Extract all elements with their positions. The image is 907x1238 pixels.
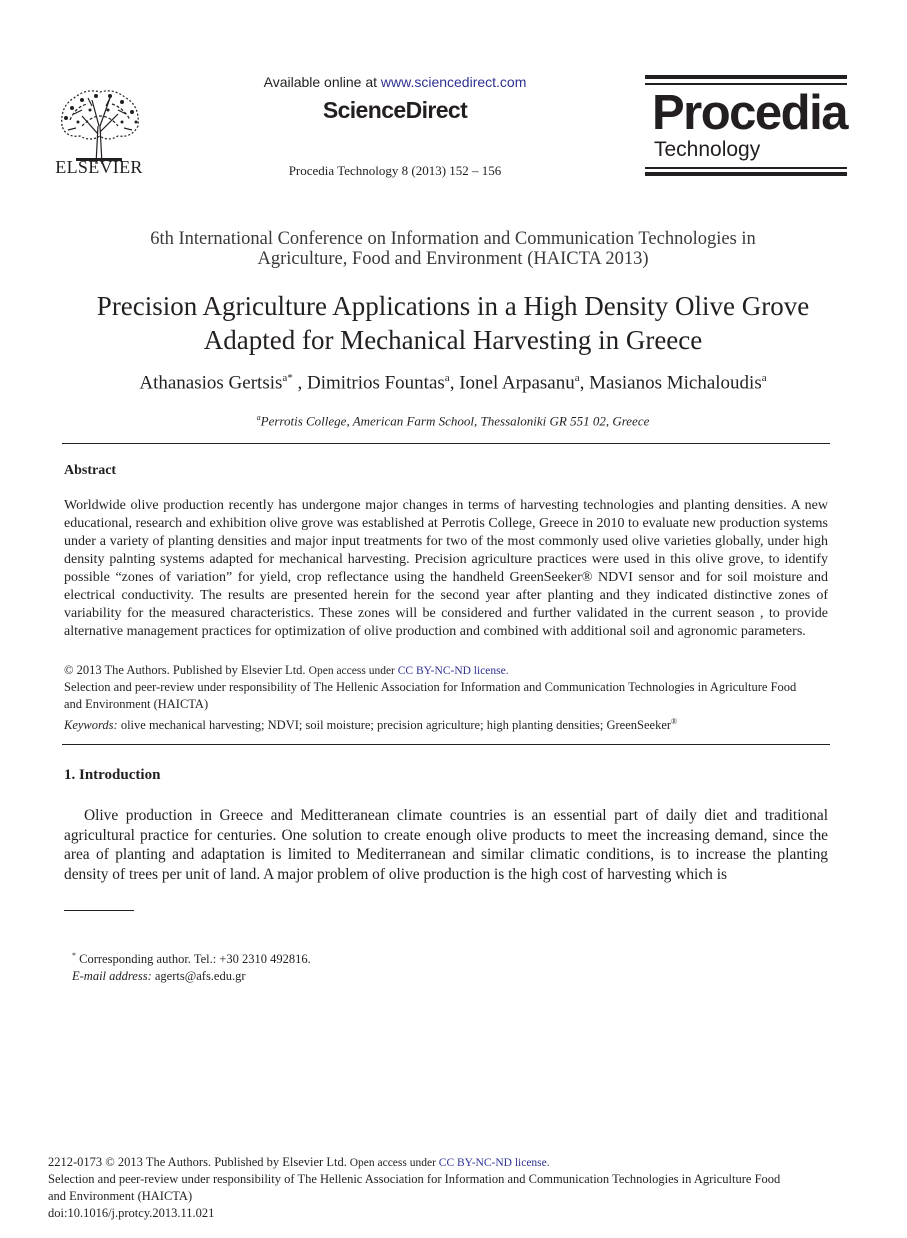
footer-copyright-line	[48, 1154, 808, 1172]
affiliation-mark: a	[256, 413, 261, 422]
author-name: Ionel Arpasanu	[459, 372, 575, 394]
author-list	[40, 372, 866, 394]
affiliation	[60, 413, 846, 429]
author-affiliation-mark: a	[444, 372, 450, 384]
keywords-label: Keywords:	[64, 718, 118, 733]
platform-name: ScienceDirect	[322, 97, 468, 123]
journal-reference: Procedia Technology 8 (2013) 152 – 156	[288, 163, 502, 178]
section-heading-introduction: 1. Introduction	[64, 767, 161, 783]
journal-logo-subtitle: Technology	[654, 138, 761, 161]
logo-rule-bottom-thin	[645, 167, 847, 169]
available-online-prefix: Available online at	[263, 74, 381, 90]
available-online-line	[200, 74, 590, 90]
author-name: Dimitrios Fountas	[307, 372, 445, 394]
email-footnote	[72, 969, 246, 984]
footer-peer-review: Selection and peer-review under responsibility of The Hellenic Association for Information and Communication Technologies in Agriculture Food and Environment (HAICTA)	[48, 1172, 781, 1203]
footnote-rule	[64, 910, 134, 911]
author-separator: ,	[449, 372, 460, 394]
conference-line-1: 6th International Conference on Information and Communication Technologies in	[150, 229, 756, 249]
abstract-text: Worldwide olive production recently has undergone major changes in terms of harvesting technologies and planting densities. A new educational, research and exhibition olive grove was established at Perrotis College, Greece in 2010 to evaluate new production systems under a variety of planting densities and major input treatments for two of the most commonly used olive varieties globally, under high density palnting systems adapted for mechanical harvesting. Precision agriculture practices were used in this olive grove, to identify possible “zones of variation” for yield, crop reflectance using the handheld GreenSeeker® NDVI sensor and for soil moisture and electrical conductivity. The results are presented herein for the second year after planting and they indicated distinctive zones of variability for the measured characteristics. These zones will be considered and further validated in the current season , to provide alternative management practices for optimization of olive production and combined with additional soil and agronomic parameters.	[64, 498, 828, 639]
publisher-name: ELSEVIER	[55, 157, 143, 177]
paper-title	[40, 289, 866, 357]
affiliation-text: Perrotis College, American Farm School, Thessaloniki GR 551 02, Greece	[260, 413, 650, 429]
registered-mark: ®	[671, 717, 678, 726]
corresponding-author-text: Corresponding author. Tel.: +30 2310 492816.	[76, 952, 311, 967]
author-separator: ,	[292, 372, 308, 394]
footer-doi[interactable]: doi:10.1016/j.protcy.2013.11.021	[48, 1206, 215, 1220]
footnote-marker: *	[72, 951, 76, 960]
paper-title-line-2: Adapted for Mechanical Harvesting in Greece	[203, 325, 703, 355]
author-affiliation-mark: a*	[282, 372, 293, 384]
sciencedirect-link[interactable]: www.sciencedirect.com	[380, 74, 527, 90]
footer-open-access-prefix: Open access under	[346, 1157, 439, 1169]
abstract-top-rule	[62, 443, 830, 444]
conference-name	[60, 229, 846, 269]
logo-rule-top-thin	[645, 83, 847, 85]
abstract-bottom-rule	[62, 744, 830, 745]
open-access-prefix: Open access under	[308, 665, 398, 677]
journal-logo-title: Procedia	[652, 86, 847, 140]
author-affiliation-mark: a	[761, 372, 767, 384]
email-label: E-mail address:	[72, 969, 152, 983]
keywords-line	[64, 713, 828, 734]
footer-issn-copyright: 2212-0173 © 2013 The Authors. Published by Elsevier Ltd.	[48, 1155, 347, 1169]
author-affiliation-mark: a	[574, 372, 580, 384]
author-name: Athanasios Gertsis	[139, 372, 283, 394]
corresponding-author-footnote	[72, 951, 311, 967]
conference-line-2: Agriculture, Food and Environment (HAICTA 2013)	[257, 249, 649, 269]
license-link[interactable]: CC BY-NC-ND license.	[397, 665, 509, 677]
copyright-line	[64, 662, 828, 680]
footer-license-link[interactable]: CC BY-NC-ND license.	[438, 1157, 550, 1169]
author-separator: ,	[579, 372, 590, 394]
journal-logo	[645, 75, 847, 177]
email-address: agerts@afs.edu.gr	[151, 969, 246, 983]
peer-review-statement: Selection and peer-review under responsibility of The Hellenic Association for Information and Communication Technologies in Agriculture Food and Environment (HAICTA)	[64, 680, 797, 711]
logo-rule-bottom-thick	[645, 172, 847, 176]
copyright-text: © 2013 The Authors. Published by Elsevier Ltd.	[64, 663, 306, 677]
paper-title-line-1: Precision Agriculture Applications in a High Density Olive Grove	[96, 291, 810, 321]
abstract-heading: Abstract	[64, 463, 117, 478]
introduction-paragraph: Olive production in Greece and Meditteranean climate countries is an essential part of daily diet and traditional agricultural practice for centuries. One solution to create enough olive products to meet the increasing demand, since the area of planting and adaptation is limited to Mediterranean and similar climatic conditions, is to increase the planting density of trees per unit of land. A major problem of olive production is the high cost of harvesting which is	[64, 807, 828, 883]
keywords-text: olive mechanical harvesting; NDVI; soil moisture; precision agriculture; high planting densities; GreenSeeker	[117, 718, 672, 733]
author-name: Masianos Michaloudis	[589, 372, 762, 394]
logo-rule-top-thick	[645, 75, 847, 79]
